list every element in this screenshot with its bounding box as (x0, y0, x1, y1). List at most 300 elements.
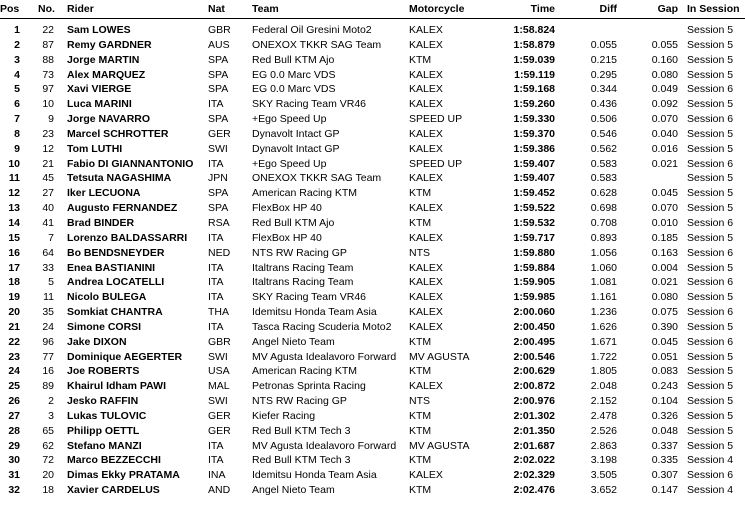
cell-number: 18 (42, 484, 54, 497)
cell-nat: THA (208, 306, 229, 319)
cell-session: Session 5 (687, 187, 734, 200)
table-row (0, 290, 745, 305)
cell-pos: 7 (14, 113, 20, 126)
cell-gap: 0.390 (651, 320, 678, 333)
cell-rider: Iker LECUONA (67, 187, 141, 200)
cell-team: Tasca Racing Scuderia Moto2 (252, 320, 392, 333)
table-row (0, 186, 745, 201)
cell-team: FlexBox HP 40 (252, 202, 322, 215)
cell-session: Session 5 (687, 68, 734, 81)
cell-pos: 30 (8, 454, 20, 467)
cell-rider: Augusto FERNANDEZ (67, 202, 178, 215)
cell-pos: 24 (8, 365, 20, 378)
cell-diff: 1.805 (590, 365, 617, 378)
cell-time: 1:58.824 (513, 24, 555, 36)
cell-time: 2:00.060 (513, 306, 555, 319)
table-row (0, 439, 745, 454)
cell-diff: 1.060 (590, 261, 617, 274)
header-diff: Diff (599, 3, 617, 15)
cell-rider: Remy GARDNER (67, 38, 152, 51)
table-row (0, 453, 745, 468)
cell-number: 21 (42, 157, 54, 170)
table-row (0, 275, 745, 290)
cell-gap: 0.021 (651, 276, 678, 289)
cell-session: Session 5 (687, 231, 734, 244)
cell-pos: 18 (8, 276, 20, 289)
cell-session: Session 6 (687, 469, 734, 482)
cell-team: Idemitsu Honda Team Asia (252, 469, 377, 482)
cell-pos: 14 (8, 216, 20, 229)
cell-gap: 0.104 (651, 395, 678, 408)
cell-nat: NED (208, 246, 231, 259)
cell-nat: SWI (208, 395, 228, 408)
cell-gap: 0.016 (651, 142, 678, 155)
cell-gap: 0.307 (651, 469, 678, 482)
cell-number: 27 (42, 187, 54, 200)
cell-pos: 8 (14, 127, 20, 140)
cell-time: 1:59.717 (513, 231, 555, 244)
cell-team: Idemitsu Honda Team Asia (252, 306, 377, 319)
cell-time: 1:59.407 (513, 172, 555, 185)
cell-gap: 0.160 (651, 53, 678, 66)
cell-nat: RSA (208, 216, 230, 229)
cell-motorcycle: KALEX (409, 38, 443, 51)
cell-rider: Lukas TULOVIC (67, 409, 147, 422)
cell-rider: Jorge NAVARRO (67, 113, 151, 126)
cell-number: 20 (42, 469, 54, 482)
cell-time: 2:00.872 (513, 380, 555, 393)
table-row (0, 246, 745, 261)
cell-session: Session 6 (687, 246, 734, 259)
cell-motorcycle: KALEX (409, 276, 443, 289)
cell-diff: 0.295 (590, 68, 617, 81)
table-row (0, 38, 745, 53)
header-time: Time (530, 3, 555, 15)
cell-gap: 0.004 (651, 261, 678, 274)
cell-nat: SWI (208, 142, 228, 155)
cell-motorcycle: KALEX (409, 98, 443, 111)
cell-team: Federal Oil Gresini Moto2 (252, 24, 372, 36)
cell-time: 1:59.407 (513, 157, 555, 170)
cell-number: 24 (42, 320, 54, 333)
table-row (0, 171, 745, 186)
cell-time: 2:01.687 (513, 439, 555, 452)
cell-pos: 16 (8, 246, 20, 259)
cell-diff: 2.526 (590, 424, 617, 437)
cell-nat: ITA (208, 231, 224, 244)
table-row (0, 483, 745, 498)
cell-pos: 26 (8, 395, 20, 408)
cell-time: 2:00.629 (513, 365, 555, 378)
cell-diff: 0.583 (590, 157, 617, 170)
cell-motorcycle: KTM (409, 365, 432, 378)
cell-motorcycle: KTM (409, 53, 432, 66)
cell-nat: ITA (208, 320, 224, 333)
cell-session: Session 5 (687, 24, 734, 36)
cell-session: Session 5 (687, 172, 734, 185)
cell-number: 23 (42, 127, 54, 140)
cell-gap: 0.075 (651, 306, 678, 319)
cell-motorcycle: MV AGUSTA (409, 439, 470, 452)
cell-motorcycle: NTS (409, 395, 430, 408)
cell-team: ONEXOX TKKR SAG Team (252, 172, 382, 185)
cell-team: SKY Racing Team VR46 (252, 291, 367, 304)
cell-gap: 0.070 (651, 202, 678, 215)
cell-motorcycle: KALEX (409, 68, 443, 81)
cell-pos: 29 (8, 439, 20, 452)
cell-motorcycle: KALEX (409, 469, 443, 482)
cell-session: Session 5 (687, 53, 734, 66)
cell-time: 1:59.260 (513, 98, 555, 111)
cell-number: 9 (48, 113, 54, 126)
cell-rider: Philipp OETTL (67, 424, 140, 437)
cell-pos: 21 (8, 320, 20, 333)
cell-rider: Jake DIXON (67, 335, 127, 348)
cell-gap: 0.040 (651, 127, 678, 140)
cell-session: Session 6 (687, 83, 734, 96)
cell-team: ONEXOX TKKR SAG Team (252, 38, 382, 51)
cell-gap: 0.337 (651, 439, 678, 452)
table-row (0, 216, 745, 231)
cell-number: 12 (42, 142, 54, 155)
cell-time: 2:00.976 (513, 395, 555, 408)
cell-nat: ITA (208, 439, 224, 452)
cell-time: 2:00.450 (513, 320, 555, 333)
cell-time: 1:59.522 (513, 202, 555, 215)
cell-motorcycle: KTM (409, 454, 432, 467)
cell-pos: 6 (14, 98, 20, 111)
cell-pos: 4 (14, 68, 20, 81)
table-row (0, 68, 745, 83)
cell-nat: AND (208, 484, 231, 497)
cell-diff: 0.055 (590, 38, 617, 51)
cell-gap: 0.083 (651, 365, 678, 378)
cell-diff: 1.161 (590, 291, 617, 304)
cell-nat: SPA (208, 53, 229, 66)
cell-pos: 27 (8, 409, 20, 422)
cell-rider: Dimas Ekky PRATAMA (67, 469, 180, 482)
cell-gap: 0.045 (651, 335, 678, 348)
cell-session: Session 5 (687, 320, 734, 333)
cell-team: American Racing KTM (252, 365, 358, 378)
cell-team: Red Bull KTM Ajo (252, 216, 335, 229)
cell-rider: Alex MARQUEZ (67, 68, 146, 81)
cell-nat: SPA (208, 202, 229, 215)
cell-time: 2:02.329 (513, 469, 555, 482)
table-row (0, 320, 745, 335)
cell-team: EG 0.0 Marc VDS (252, 83, 336, 96)
cell-team: Dynavolt Intact GP (252, 142, 340, 155)
cell-nat: ITA (208, 291, 224, 304)
cell-session: Session 5 (687, 202, 734, 215)
cell-pos: 11 (8, 172, 20, 185)
cell-motorcycle: KTM (409, 216, 432, 229)
cell-motorcycle: KTM (409, 335, 432, 348)
cell-motorcycle: SPEED UP (409, 157, 463, 170)
cell-nat: GER (208, 424, 231, 437)
cell-motorcycle: KTM (409, 484, 432, 497)
header-rider: Rider (67, 3, 94, 15)
cell-pos: 13 (8, 202, 20, 215)
cell-pos: 2 (14, 38, 20, 51)
cell-motorcycle: KALEX (409, 306, 443, 319)
cell-motorcycle: KALEX (409, 261, 443, 274)
table-row (0, 305, 745, 320)
table-row (0, 53, 745, 68)
cell-pos: 23 (8, 350, 20, 363)
cell-number: 73 (42, 68, 54, 81)
cell-time: 2:01.302 (513, 409, 555, 422)
cell-nat: GBR (208, 24, 231, 36)
cell-time: 1:59.452 (513, 187, 555, 200)
cell-number: 16 (42, 365, 54, 378)
cell-gap: 0.070 (651, 113, 678, 126)
cell-number: 41 (42, 216, 54, 229)
cell-nat: GER (208, 127, 231, 140)
cell-motorcycle: MV AGUSTA (409, 350, 470, 363)
table-row (0, 394, 745, 409)
cell-rider: Luca MARINI (67, 98, 132, 111)
cell-diff: 0.562 (590, 142, 617, 155)
table-header (0, 0, 745, 19)
cell-pos: 20 (8, 306, 20, 319)
cell-rider: Tom LUTHI (67, 142, 123, 155)
cell-motorcycle: KALEX (409, 83, 443, 96)
cell-session: Session 4 (687, 454, 734, 467)
cell-team: Dynavolt Intact GP (252, 127, 340, 140)
cell-rider: Joe ROBERTS (67, 365, 140, 378)
cell-rider: Lorenzo BALDASSARRI (67, 231, 188, 244)
cell-gap: 0.055 (651, 38, 678, 51)
cell-diff: 1.081 (590, 276, 617, 289)
cell-number: 96 (42, 335, 54, 348)
cell-pos: 19 (8, 291, 20, 304)
cell-nat: GBR (208, 335, 231, 348)
table-row (0, 127, 745, 142)
cell-gap: 0.335 (651, 454, 678, 467)
cell-diff: 0.436 (590, 98, 617, 111)
cell-gap: 0.326 (651, 409, 678, 422)
cell-session: Session 6 (687, 113, 734, 126)
cell-team: FlexBox HP 40 (252, 231, 322, 244)
cell-team: Petronas Sprinta Racing (252, 380, 366, 393)
cell-session: Session 5 (687, 98, 734, 111)
table-row (0, 379, 745, 394)
cell-session: Session 5 (687, 291, 734, 304)
cell-team: +Ego Speed Up (252, 157, 327, 170)
cell-diff: 2.478 (590, 409, 617, 422)
header-pos: Pos (0, 3, 20, 15)
cell-session: Session 5 (687, 261, 734, 274)
cell-number: 7 (48, 231, 54, 244)
cell-nat: SPA (208, 68, 229, 81)
cell-time: 1:59.880 (513, 246, 555, 259)
cell-rider: Jorge MARTIN (67, 53, 140, 66)
cell-gap: 0.045 (651, 187, 678, 200)
cell-rider: Brad BINDER (67, 216, 135, 229)
cell-nat: USA (208, 365, 230, 378)
table-row (0, 350, 745, 365)
cell-number: 64 (42, 246, 54, 259)
cell-number: 3 (48, 409, 54, 422)
cell-nat: JPN (208, 172, 228, 185)
cell-rider: Nicolo BULEGA (67, 291, 147, 304)
cell-diff: 0.708 (590, 216, 617, 229)
header-team: Team (252, 3, 279, 15)
cell-team: MV Agusta Idealavoro Forward (252, 350, 397, 363)
cell-gap: 0.185 (651, 231, 678, 244)
cell-nat: SPA (208, 83, 229, 96)
cell-pos: 3 (14, 53, 20, 66)
header-no: No. (38, 3, 55, 15)
cell-motorcycle: SPEED UP (409, 113, 463, 126)
cell-team: Red Bull KTM Tech 3 (252, 424, 351, 437)
cell-diff: 0.583 (590, 172, 617, 185)
cell-team: Red Bull KTM Tech 3 (252, 454, 351, 467)
cell-diff: 0.215 (590, 53, 617, 66)
cell-gap: 0.051 (651, 350, 678, 363)
table-row (0, 201, 745, 216)
table-row (0, 142, 745, 157)
cell-session: Session 5 (687, 127, 734, 140)
cell-time: 1:59.905 (513, 276, 555, 289)
cell-time: 2:02.476 (513, 484, 555, 497)
cell-motorcycle: KALEX (409, 142, 443, 155)
cell-motorcycle: KALEX (409, 172, 443, 185)
cell-motorcycle: NTS (409, 246, 430, 259)
cell-team: Red Bull KTM Ajo (252, 53, 335, 66)
cell-diff: 3.198 (590, 454, 617, 467)
cell-nat: SWI (208, 350, 228, 363)
cell-time: 1:59.985 (513, 291, 555, 304)
cell-rider: Jesko RAFFIN (67, 395, 139, 408)
cell-team: Kiefer Racing (252, 409, 316, 422)
cell-rider: Khairul Idham PAWI (67, 380, 166, 393)
cell-nat: SPA (208, 113, 229, 126)
cell-number: 2 (48, 395, 54, 408)
cell-pos: 28 (8, 424, 20, 437)
cell-nat: MAL (208, 380, 230, 393)
cell-nat: GER (208, 409, 231, 422)
cell-pos: 9 (14, 142, 20, 155)
cell-team: Angel Nieto Team (252, 335, 335, 348)
cell-number: 35 (42, 306, 54, 319)
header-motorcycle: Motorcycle (409, 3, 465, 15)
table-row (0, 424, 745, 439)
cell-nat: ITA (208, 98, 224, 111)
cell-time: 2:00.495 (513, 335, 555, 348)
cell-rider: Simone CORSI (67, 320, 142, 333)
cell-rider: Enea BASTIANINI (67, 261, 156, 274)
cell-pos: 12 (8, 187, 20, 200)
cell-rider: Xavier CARDELUS (67, 484, 160, 497)
cell-session: Session 6 (687, 216, 734, 229)
cell-session: Session 6 (687, 306, 734, 319)
cell-pos: 5 (14, 83, 20, 96)
cell-rider: Xavi VIERGE (67, 83, 132, 96)
cell-pos: 22 (8, 335, 20, 348)
cell-nat: ITA (208, 157, 224, 170)
cell-rider: Sam LOWES (67, 24, 131, 36)
cell-nat: ITA (208, 276, 224, 289)
cell-session: Session 5 (687, 350, 734, 363)
table-row (0, 261, 745, 276)
table-row (0, 112, 745, 127)
cell-time: 1:58.879 (513, 38, 555, 51)
cell-session: Session 5 (687, 380, 734, 393)
table-row (0, 157, 745, 172)
cell-session: Session 6 (687, 335, 734, 348)
cell-rider: Somkiat CHANTRA (67, 306, 163, 319)
cell-diff: 0.344 (590, 83, 617, 96)
cell-diff: 1.626 (590, 320, 617, 333)
table-row (0, 23, 745, 38)
cell-time: 1:59.884 (513, 261, 555, 274)
cell-nat: ITA (208, 261, 224, 274)
cell-time: 2:01.350 (513, 424, 555, 437)
cell-time: 1:59.386 (513, 142, 555, 155)
cell-number: 62 (42, 439, 54, 452)
cell-motorcycle: KALEX (409, 202, 443, 215)
cell-team: NTS RW Racing GP (252, 395, 347, 408)
cell-nat: SPA (208, 187, 229, 200)
table-row (0, 364, 745, 379)
cell-team: EG 0.0 Marc VDS (252, 68, 336, 81)
cell-diff: 0.628 (590, 187, 617, 200)
cell-rider: Fabio DI GIANNANTONIO (67, 157, 194, 170)
cell-pos: 31 (8, 469, 20, 482)
cell-team: MV Agusta Idealavoro Forward (252, 439, 397, 452)
cell-number: 77 (42, 350, 54, 363)
header-gap: Gap (657, 3, 678, 15)
cell-number: 45 (42, 172, 54, 185)
cell-diff: 2.863 (590, 439, 617, 452)
header-nat: Nat (208, 3, 225, 15)
cell-gap: 0.021 (651, 157, 678, 170)
cell-motorcycle: KALEX (409, 320, 443, 333)
cell-gap: 0.080 (651, 68, 678, 81)
cell-diff: 1.056 (590, 246, 617, 259)
cell-pos: 17 (8, 261, 20, 274)
cell-motorcycle: KALEX (409, 127, 443, 140)
cell-nat: INA (208, 469, 226, 482)
table-row (0, 82, 745, 97)
cell-nat: ITA (208, 454, 224, 467)
cell-pos: 15 (8, 231, 20, 244)
cell-session: Session 5 (687, 409, 734, 422)
cell-gap: 0.092 (651, 98, 678, 111)
cell-motorcycle: KTM (409, 424, 432, 437)
cell-gap: 0.080 (651, 291, 678, 304)
cell-number: 11 (43, 291, 54, 304)
cell-time: 1:59.330 (513, 113, 555, 126)
cell-session: Session 5 (687, 439, 734, 452)
cell-motorcycle: KALEX (409, 380, 443, 393)
cell-nat: AUS (208, 38, 230, 51)
cell-motorcycle: KTM (409, 409, 432, 422)
cell-gap: 0.049 (651, 83, 678, 96)
cell-time: 1:59.119 (514, 68, 555, 81)
cell-gap: 0.163 (651, 246, 678, 259)
cell-pos: 25 (8, 380, 20, 393)
cell-session: Session 4 (687, 484, 734, 497)
cell-session: Session 5 (687, 424, 734, 437)
cell-gap: 0.010 (651, 216, 678, 229)
cell-rider: Marco BEZZECCHI (67, 454, 161, 467)
cell-motorcycle: KALEX (409, 291, 443, 304)
cell-diff: 2.152 (590, 395, 617, 408)
cell-diff: 3.652 (590, 484, 617, 497)
